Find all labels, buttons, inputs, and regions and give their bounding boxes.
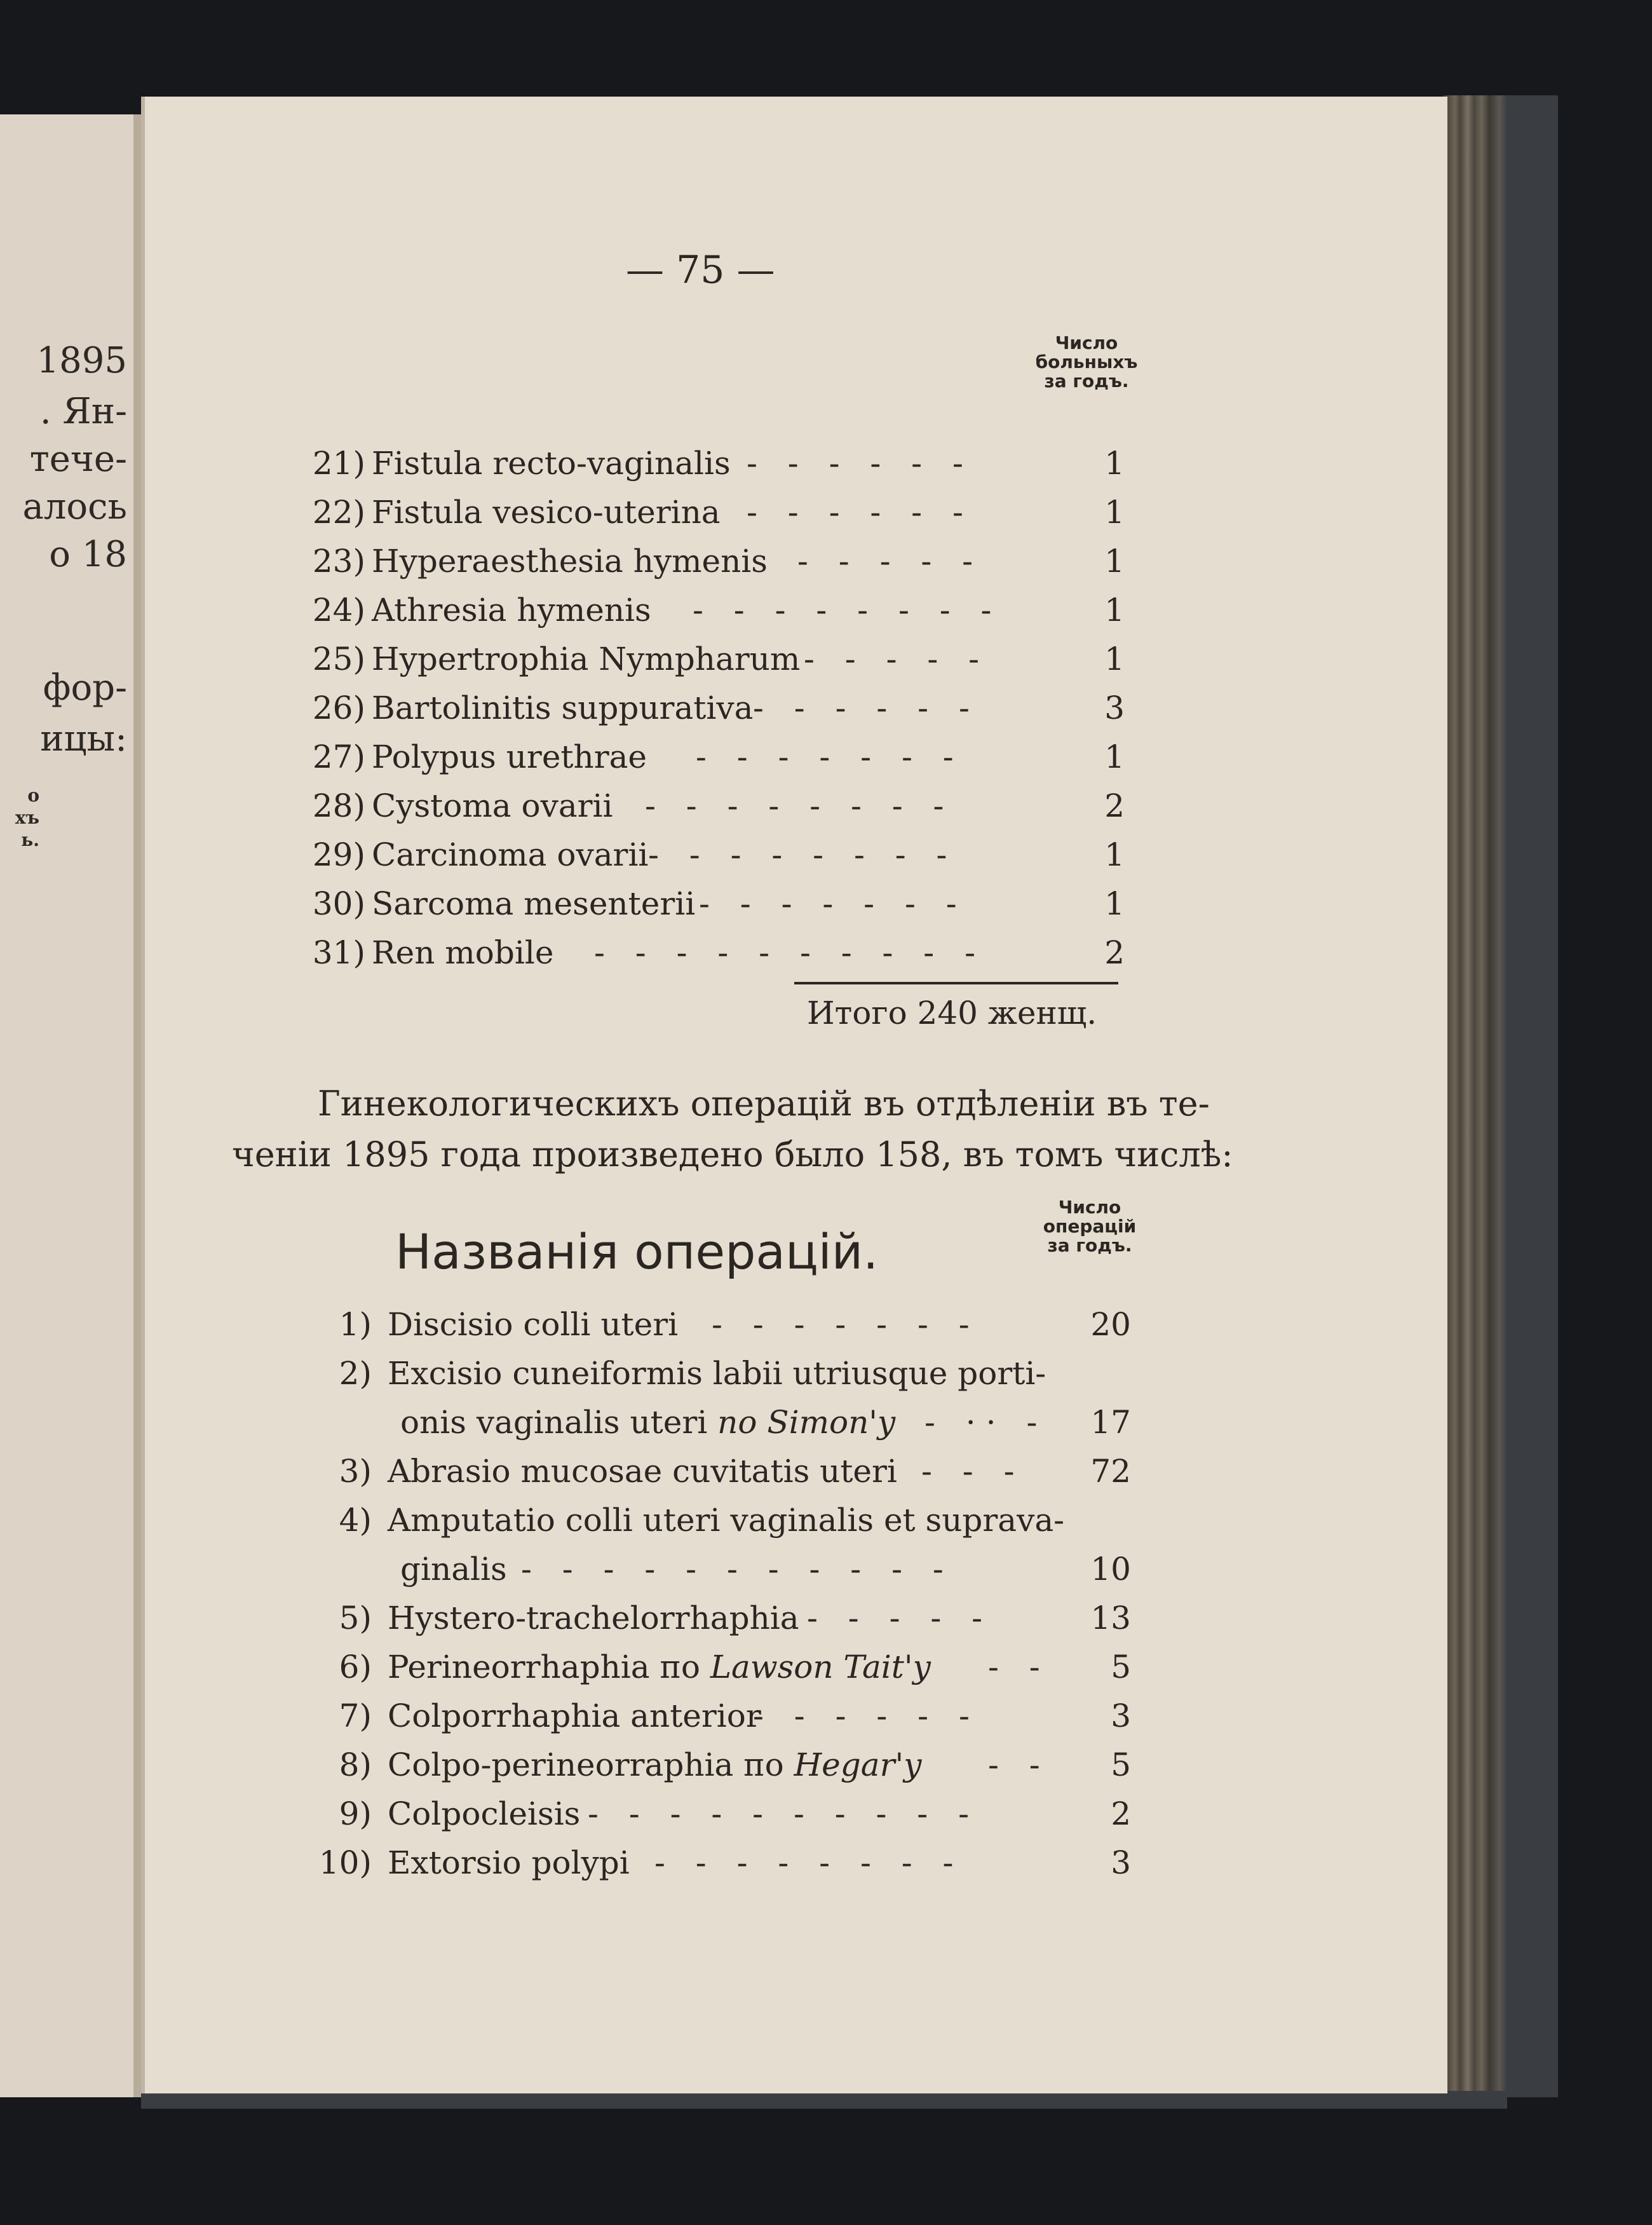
book-cover-edge (1507, 95, 1558, 2097)
page-number: — 75 — (626, 248, 775, 292)
leader-dashes: - - - - - - - - - - (594, 934, 985, 971)
left-fragment: о 18 (49, 534, 127, 575)
operation-count: 3 (1111, 1698, 1131, 1734)
row-number: 10) (318, 1844, 372, 1881)
leader-dashes: - - - - - - - - - - - (521, 1551, 954, 1588)
operation-name-italic: Hegar'y (794, 1746, 922, 1783)
operation-name: Amputatio colli uteri vaginalis et suprava- (388, 1502, 1065, 1539)
row-number: 7) (339, 1698, 372, 1734)
left-fragment: . Ян- (39, 391, 127, 432)
patient-count: 1 (1104, 836, 1125, 873)
column-header-line: больныхъ (1035, 351, 1138, 372)
left-small-fragment: хъ (15, 807, 39, 828)
diagnosis-name: Sarcoma mesenterii (372, 885, 696, 922)
left-fragment: ицы: (40, 718, 127, 759)
patient-count: 2 (1104, 787, 1125, 824)
row-number: 9) (339, 1795, 372, 1832)
operation-name: Extorsio polypi (388, 1844, 630, 1881)
operation-name: Hystero-trachelorrhaphia (388, 1600, 799, 1636)
row-number: 25) (312, 641, 365, 677)
left-fragment: 1895 (36, 340, 127, 381)
leader-dashes: - - (988, 1746, 1050, 1783)
left-fragment: алось (22, 486, 127, 527)
leader-dashes: - - - - - (807, 1600, 993, 1636)
paragraph-line: ченіи 1895 года произведено было 158, въ томъ числѣ: (232, 1134, 1233, 1174)
operation-count: 3 (1111, 1844, 1131, 1881)
patient-count: 1 (1104, 494, 1125, 531)
sum-rule (794, 982, 1118, 984)
diagnosis-name: Hyperaesthesia hymenis (372, 543, 768, 580)
leader-dashes: - - - - - - - (699, 885, 967, 922)
row-number: 27) (312, 738, 365, 775)
row-number: 26) (312, 690, 365, 726)
patient-count: 1 (1104, 738, 1125, 775)
operation-name: ginalis (400, 1551, 507, 1588)
leader-dashes: - - - - - - (753, 1698, 980, 1734)
operation-name: Discisio colli uteri (388, 1306, 679, 1343)
diagnosis-name: Cystoma ovarii (372, 787, 613, 824)
row-number: 1) (339, 1306, 372, 1343)
column-header-operations (1017, 1198, 1163, 1255)
diagnosis-name: Polypus urethrae (372, 738, 647, 775)
left-small-fragment: о (27, 785, 39, 806)
leader-dashes: - - - (921, 1453, 1025, 1490)
leader-dashes: - - - - - (804, 641, 990, 677)
diagnosis-name: Bartolinitis suppurativa (372, 690, 754, 726)
left-fragment: фор- (43, 667, 127, 709)
operation-count: 72 (1090, 1453, 1131, 1490)
diagnosis-name: Hypertrophia Nympharum (372, 641, 801, 677)
row-number: 8) (339, 1746, 372, 1783)
operation-name-text: onis vaginalis uteri (400, 1404, 718, 1441)
operation-name: Excisio cuneiformis labii utriusque porti- (388, 1355, 1046, 1392)
operations-title: Названія операцій. (395, 1223, 879, 1280)
operation-name: Abrasio mucosae cuvitatis uteri (388, 1453, 897, 1490)
row-number: 31) (312, 934, 365, 971)
operation-name (400, 1404, 895, 1441)
leader-dashes: - - (988, 1649, 1050, 1685)
operation-count: 17 (1090, 1404, 1131, 1441)
row-number: 3) (339, 1453, 372, 1490)
row-number: 30) (312, 885, 365, 922)
leader-dashes: - - - - - - - - (654, 1844, 964, 1881)
leader-dashes: - - - - - - - (712, 1306, 980, 1343)
operation-name (388, 1746, 921, 1783)
left-small-fragment: ь. (21, 829, 39, 850)
patient-count: 1 (1104, 543, 1125, 580)
row-number: 29) (312, 836, 365, 873)
operation-name-text: Colpo-perineorraphia по (388, 1746, 794, 1783)
diagnosis-name: Carcinoma ovarii (372, 836, 649, 873)
patient-count: 1 (1104, 641, 1125, 677)
leader-dashes: - - - - - - (747, 445, 973, 482)
leader-dashes: - - - - - - (747, 494, 973, 531)
patient-count: 3 (1104, 690, 1125, 726)
leader-dashes: - - - - - - - - (648, 836, 958, 873)
operation-count: 5 (1111, 1649, 1131, 1685)
row-number: 6) (339, 1649, 372, 1685)
row-number: 22) (312, 494, 365, 531)
paragraph-line: Гинекологическихъ операцій въ отдѣленіи въ те- (318, 1084, 1210, 1124)
column-header-line: Число (1058, 1197, 1121, 1218)
operation-name-italic: по Simon'y (717, 1404, 896, 1441)
patient-count: 1 (1104, 592, 1125, 629)
row-number: 2) (339, 1355, 372, 1392)
page-bottom-shadow (141, 2091, 1507, 2109)
leader-dashes: - - - - - - - - - - (588, 1795, 979, 1832)
leader-dashes: - - - - - - - (696, 738, 964, 775)
row-number: 24) (312, 592, 365, 629)
diagnosis-name: Fistula recto-vaginalis (372, 445, 731, 482)
left-fragment: тече- (29, 439, 127, 480)
page-block-edge (1444, 95, 1507, 2097)
patient-count: 1 (1104, 445, 1125, 482)
row-number: 4) (339, 1502, 372, 1539)
operation-count: 13 (1090, 1600, 1131, 1636)
diagnosis-name: Fistula vesico-uterina (372, 494, 721, 531)
column-header-line: за годъ. (1047, 1235, 1132, 1256)
row-number: 5) (339, 1600, 372, 1636)
row-number: 23) (312, 543, 365, 580)
operation-name (388, 1649, 931, 1685)
column-header-line: операцій (1043, 1216, 1137, 1237)
left-page (0, 114, 142, 2097)
operation-count: 20 (1090, 1306, 1131, 1343)
operation-name: Colpocleisis (388, 1795, 581, 1832)
diagnosis-name: Athresia hymenis (372, 592, 651, 629)
row-number: 21) (312, 445, 365, 482)
operation-count: 2 (1111, 1795, 1131, 1832)
leader-dashes: - - - - - - (753, 690, 980, 726)
column-header-line: за годъ. (1044, 371, 1129, 391)
operation-name: Colporrhaphia anterior (388, 1698, 761, 1734)
row-number: 28) (312, 787, 365, 824)
leader-dashes: - - - - - (797, 543, 984, 580)
leader-dashes: - - - - - - - - (645, 787, 954, 824)
patient-count: 2 (1104, 934, 1125, 971)
operation-name-text: Perineorrhaphia по (388, 1649, 710, 1685)
leader-dashes: - ·· - (924, 1404, 1048, 1441)
diagnosis-name: Ren mobile (372, 934, 554, 971)
leader-dashes: - - - - - - - - (693, 592, 1002, 629)
column-header-line: Число (1055, 332, 1118, 353)
column-header-patients (1004, 334, 1169, 391)
total-line: Итого 240 женщ. (807, 995, 1097, 1031)
patient-count: 1 (1104, 885, 1125, 922)
operation-name-italic: Lawson Tait'y (710, 1649, 931, 1685)
operation-count: 10 (1090, 1551, 1131, 1588)
operation-count: 5 (1111, 1746, 1131, 1783)
